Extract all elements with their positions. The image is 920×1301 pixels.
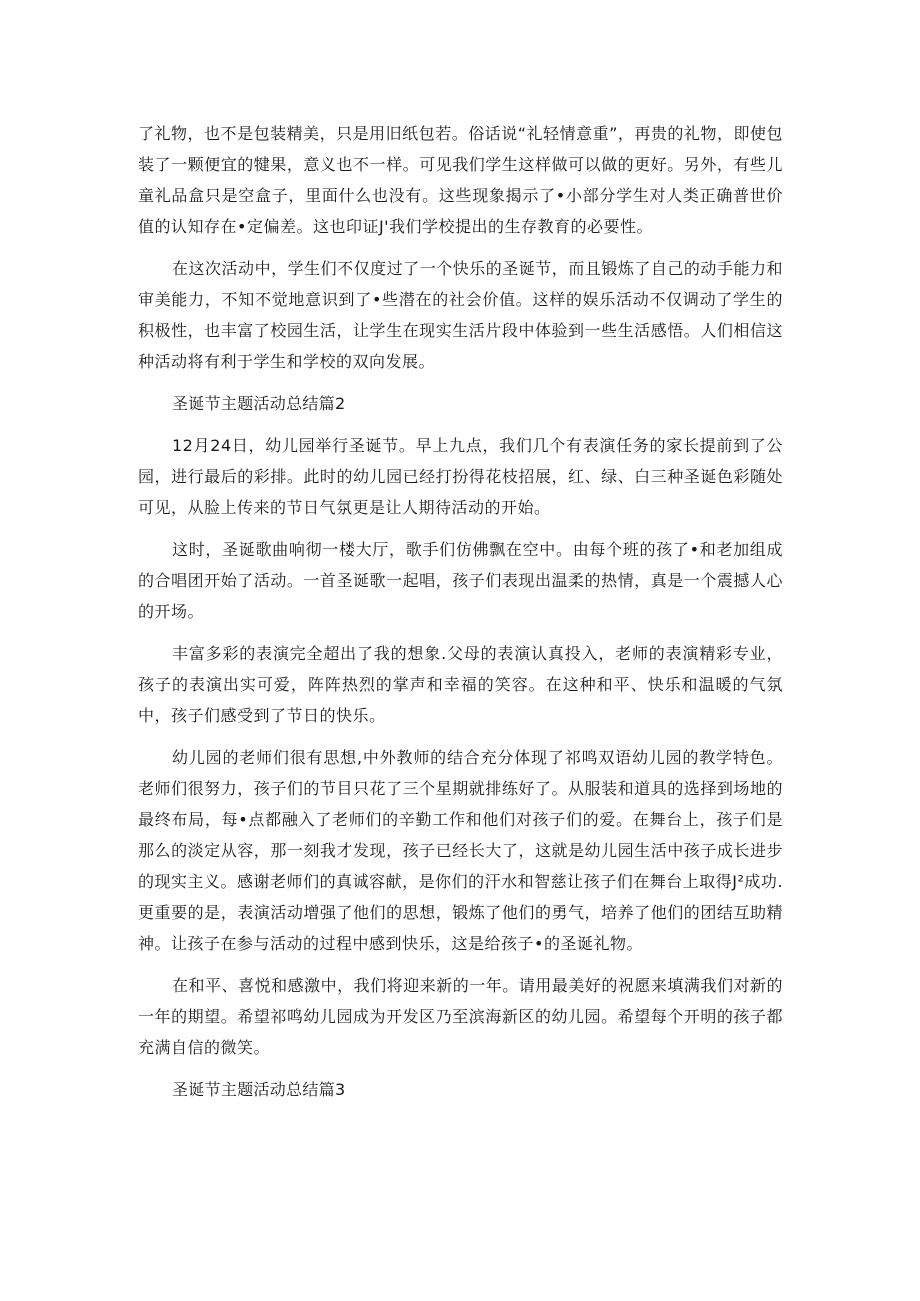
paragraph: 幼儿园的老师们很有思想,中外教师的结合充分体现了祁鸣双语幼儿园的教学特色。老师们很努力，孩子们的节目只花了三个星期就排练好了。从服装和道具的选择到场地的最终布局，每•点都融入了老师们的辛勤工作和他们对孩子们的爱。在舞台上，孩子们是那么的淡定从容，那一刻我才发现，孩子已经长大了，这就是幼儿园生活中孩子成长进步的现实主义。感谢老师们的真诚容献，是你们的汗水和智慈让孩子们在舞台上取得J²成功.更重要的是，表演活动增强了他们的思想，锻炼了他们的勇气，培养了他们的团结互助精神。让孩子在参与活动的过程中感到快乐，这是给孩子•的圣诞礼物。	[138, 748, 783, 953]
document-body	[138, 118, 783, 1116]
paragraph: 在这次活动中，学生们不仅度过了一个快乐的圣诞节，而且锻炼了自己的动手能力和审美能力，不知不觉地意识到了•些潜在的社会价值。这样的娱乐活动不仅调动了学生的积极性，也丰富了校园生活，让学生在现实生活片段中体验到一些生活感悟。人们相信这种活动将有利于学生和学校的双向发展。	[138, 259, 783, 371]
paragraph: 了礼物，也不是包装精美，只是用旧纸包若。俗话说“礼轻情意重”，再贵的礼物，即使包装了一颗便宜的犍果，意义也不一样。可见我们学生这样做可以做的更好。另外，有些儿童礼品盒只是空盒子，里面什么也没有。这些现象揭示了•小部分学生对人类正确普世价值的认知存在•定偏差。这也印证J'我们学校提出的生存教育的必要性。	[138, 124, 783, 236]
section-heading: 圣诞节主题活动总结篇3	[172, 1080, 346, 1099]
paragraph: 丰富多彩的表演完全超出了我的想象.父母的表演认真投入，老师的表演精彩专业，孩子的表演出实可爱，阵阵热烈的掌声和幸福的笑容。在这种和平、快乐和温暖的气氛中，孩子们感受到了节日的快乐。	[138, 644, 783, 725]
paragraph: 12月24日，幼儿园举行圣诞节。早上九点，我们几个有表演任务的家长提前到了公园，进行最后的彩排。此时的幼儿园已经打扮得花枝招展，红、绿、白三种圣诞色彩随处可见，从脸上传来的节日气氛更是让人期待活动的开始。	[138, 436, 783, 517]
paragraph: 在和平、喜悦和感激中，我们将迎来新的一年。请用最美好的祝愿来填满我们对新的一年的期望。希望祁鸣幼儿园成为开发区乃至滨海新区的幼儿园。希望每个开明的孩子都充满自信的微笑。	[138, 976, 783, 1057]
section-heading: 圣诞节主题活动总结篇2	[172, 394, 346, 413]
paragraph: 这时，圣诞歌曲响彻一楼大厅，歌手们仿佛飘在空中。由每个班的孩了•和老加组成的合唱团开始了活动。一首圣诞歌一起唱，孩子们表现出温柔的热情，真是一个震撼人心的开场。	[138, 540, 783, 621]
